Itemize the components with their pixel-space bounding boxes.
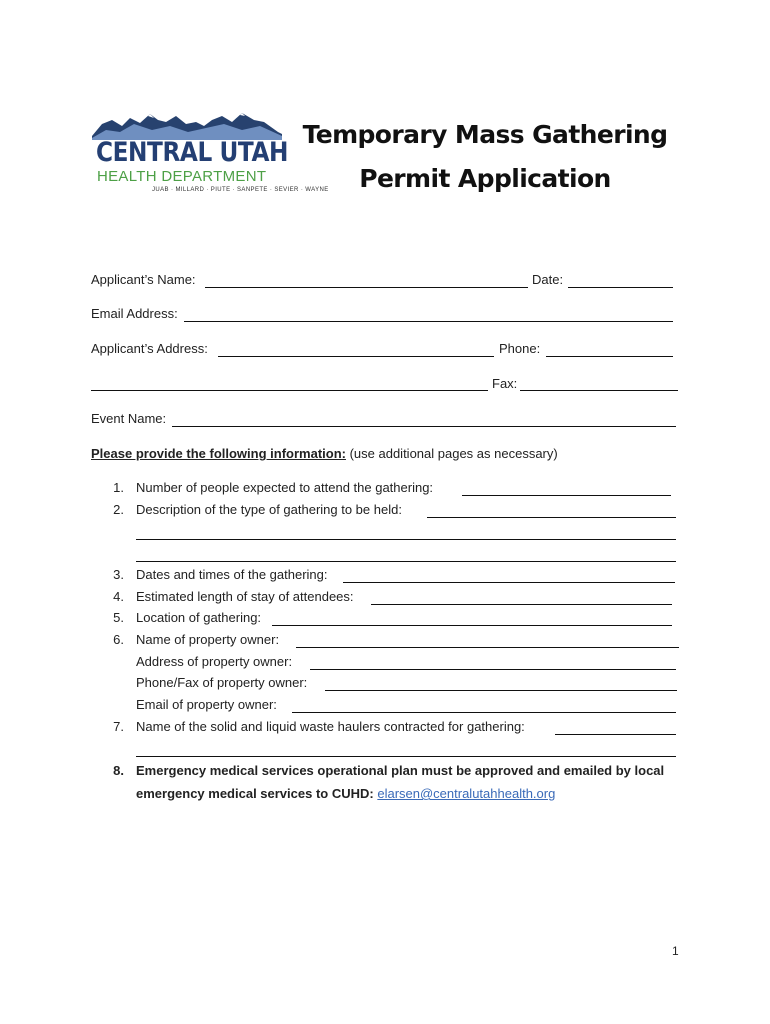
cuhd-email-link[interactable]: elarsen@centralutahhealth.org [377, 786, 556, 801]
applicant-name-field[interactable] [205, 287, 528, 288]
item-1-label: Number of people expected to attend the gathering: [136, 480, 434, 495]
item-6c-label: Email of property owner: [136, 697, 277, 712]
health-department-logo [92, 110, 329, 200]
item-2-field[interactable] [427, 517, 676, 518]
item-2-label: Description of the type of gathering to be held: [136, 502, 402, 517]
phone-field[interactable] [546, 356, 673, 357]
item-7-field[interactable] [555, 734, 676, 735]
date-field[interactable] [568, 287, 673, 288]
address-field-line-2[interactable] [91, 390, 488, 391]
event-name-field[interactable] [172, 426, 676, 427]
logo-counties-text: JUAB · MILLARD · PIUTE · SANPETE · SEVIER · WAYNE [152, 187, 329, 193]
item-4-field[interactable] [371, 604, 672, 605]
item-1-field[interactable] [462, 495, 671, 496]
item-number-5: 5. [113, 610, 124, 625]
applicant-name-label: Applicant’s Name: [91, 272, 196, 287]
item-6a-field[interactable] [310, 669, 676, 670]
instructions-note: (use additional pages as necessary) [349, 446, 558, 461]
item-5-field[interactable] [272, 625, 672, 626]
phone-label: Phone: [499, 341, 541, 356]
item-6-label: Name of property owner: [136, 632, 280, 647]
item-6b-field[interactable] [325, 690, 677, 691]
item-5-label: Location of gathering: [136, 610, 262, 625]
address-field[interactable] [218, 356, 494, 357]
item-number-8: 8. [113, 763, 124, 778]
fax-field[interactable] [520, 390, 678, 391]
item-2-field-line-3[interactable] [136, 561, 676, 562]
item-6a-label: Address of property owner: [136, 654, 293, 669]
instructions-bold: Please provide the following information: [91, 446, 346, 461]
item-8-line-2 [136, 786, 555, 801]
title-line-1: Temporary Mass Gathering [302, 120, 668, 149]
item-number-7: 7. [113, 719, 124, 734]
logo-main-text: CENTRAL UTAH [96, 137, 289, 168]
item-8-label-line-1: Emergency medical services operational plan must be approved and emailed by local [136, 763, 665, 778]
item-2-field-line-2[interactable] [136, 539, 676, 540]
logo-sub-text: HEALTH DEPARTMENT [97, 168, 267, 185]
page-number: 1 [672, 944, 679, 958]
date-label: Date: [532, 272, 564, 287]
item-8-label-line-2: emergency medical services to CUHD: [136, 786, 374, 801]
item-number-3: 3. [113, 567, 124, 582]
item-number-2: 2. [113, 502, 124, 517]
title-line-2: Permit Application [359, 164, 611, 193]
item-number-1: 1. [113, 480, 124, 495]
item-6b-label: Phone/Fax of property owner: [136, 675, 308, 690]
item-3-field[interactable] [343, 582, 675, 583]
email-label: Email Address: [91, 306, 178, 321]
item-6-field[interactable] [296, 647, 679, 648]
item-6c-field[interactable] [292, 712, 676, 713]
address-label: Applicant’s Address: [91, 341, 208, 356]
event-name-label: Event Name: [91, 411, 167, 426]
item-4-label: Estimated length of stay of attendees: [136, 589, 354, 604]
item-7-label: Name of the solid and liquid waste haulers contracted for gathering: [136, 719, 525, 734]
email-field[interactable] [184, 321, 673, 322]
instructions [91, 446, 558, 461]
fax-label: Fax: [492, 376, 518, 391]
item-7-field-line-2[interactable] [136, 756, 676, 757]
item-3-label: Dates and times of the gathering: [136, 567, 328, 582]
item-number-6: 6. [113, 632, 124, 647]
item-number-4: 4. [113, 589, 124, 604]
